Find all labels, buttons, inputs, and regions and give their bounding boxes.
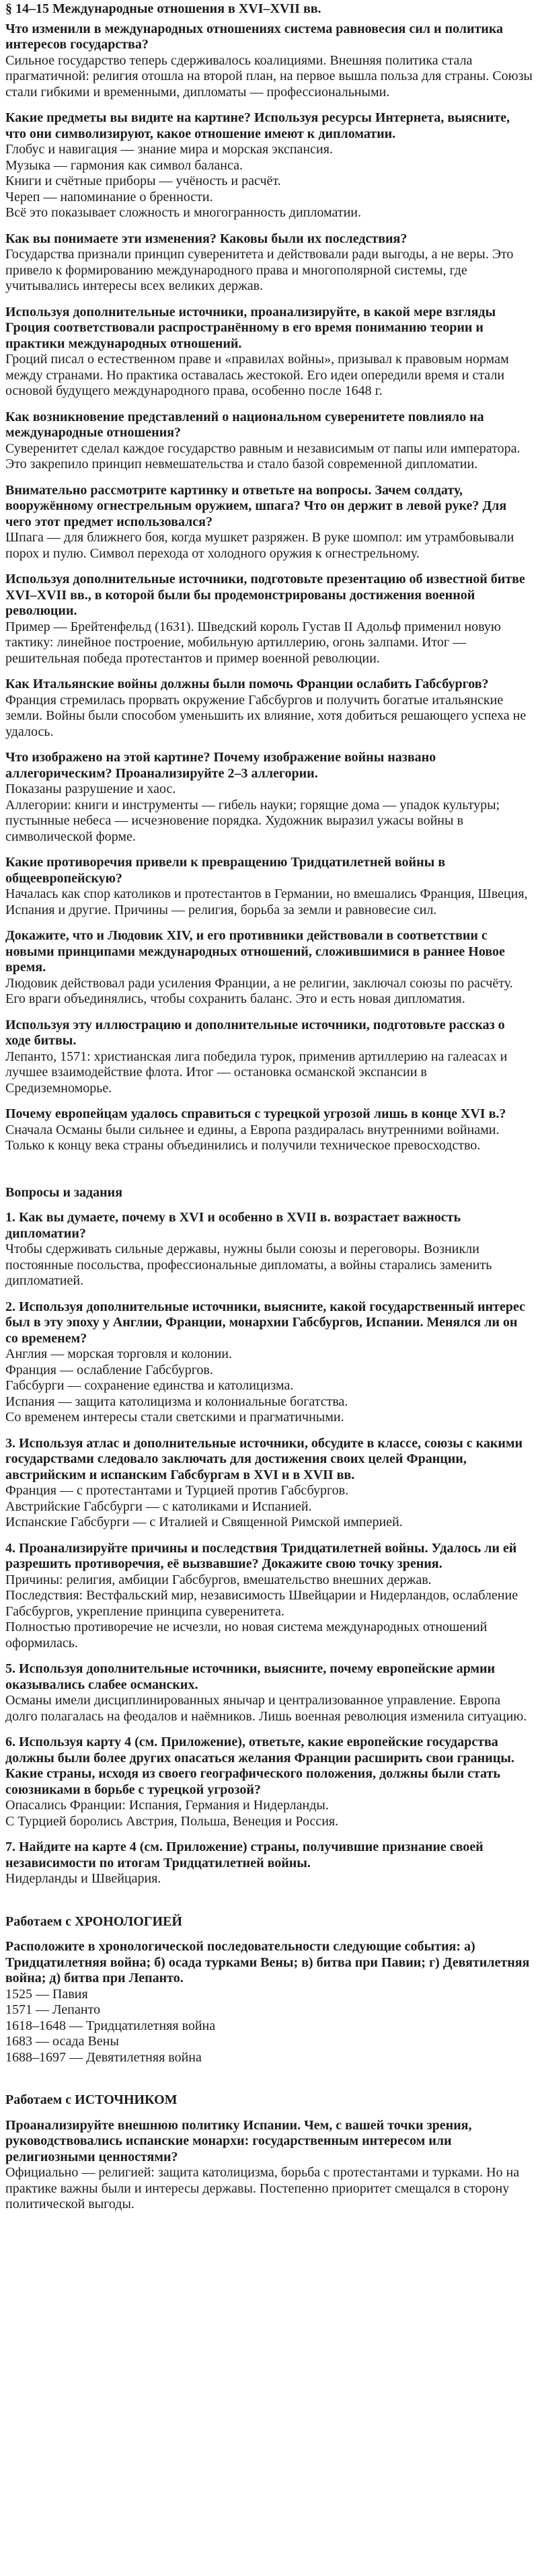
tasks-item: [5, 1210, 533, 1289]
qa-answer-line: Всё это показывает сложность и многогранность дипломатии.: [5, 205, 361, 220]
chronology-answer: [5, 1987, 533, 2066]
tasks-answer-line: Чтобы сдерживать сильные державы, нужны были союзы и переговоры. Возникли постоянные посольства, профессиональные дипломаты, а войны старались заменить дипломатией.: [5, 1242, 492, 1288]
qa-answer: [5, 976, 533, 1008]
qa-answer: [5, 142, 533, 221]
qa-answer: [5, 1123, 533, 1154]
qa-question: Используя дополнительные источники, проанализируйте, в какой мере взгляды Гроция соответствовали распространённому в его время пониманию теории и практики международных отношений.: [5, 304, 496, 351]
qa-question: Используя эту иллюстрацию и дополнительные источники, подготовьте рассказ о ходе битвы.: [5, 1017, 505, 1048]
qa-question: Какие предметы вы видите на картине? Используя ресурсы Интернета, выясните, что они символизируют, какое отношение имеют к дипломатии.: [5, 110, 510, 141]
qa-question: Какие противоречия привели к превращению Тридцатилетней войны в общеевропейскую?: [5, 855, 446, 886]
tasks-question: 4. Проанализируйте причины и последствия Тридцатилетней войны. Удалось ли ей разрешить противоречия, её вызвавшие? Докажите свою точку зрения.: [5, 1540, 517, 1571]
qa-answer-line: Государства признали принцип суверенитета и действовали ради выгоды, а не веры. Это привело к формированию международного права и многополярной системы, где учитывались интересы всех великих держав.: [5, 247, 514, 293]
qa-item: [5, 677, 533, 740]
qa-answer: [5, 619, 533, 667]
qa-item: [5, 928, 533, 1008]
qa-answer-line: Музыка — гармония как символ баланса.: [5, 157, 243, 173]
qa-question: Докажите, что и Людовик XIV, и его противники действовали в соответствии с новыми принципами международных отношений, сложившимися в раннее Новое время.: [5, 928, 505, 975]
tasks-answer-line: Османы имели дисциплинированных янычар и централизованное управление. Европа долго полагалась на феодалов и наёмников. Лишь военная революция изменила ситуацию.: [5, 1693, 527, 1724]
tasks-answer-line: Нидерланды и Швейцария.: [5, 1871, 161, 1886]
qa-answer-line: Шпага — для ближнего боя, когда мушкет разряжен. В руке шомпол: им утрамбовывали порох и пулю. Символ перехода от холодного оружия к огнестрельному.: [5, 530, 514, 561]
tasks-question: 7. Найдите на карте 4 (см. Приложение) страны, получившие признание своей независимости по итогам Тридцатилетней войны.: [5, 1840, 484, 1870]
chronology-heading: Работаем с ХРОНОЛОГИЕЙ: [5, 1914, 182, 1929]
tasks-item: [5, 1840, 533, 1887]
qa-answer-line: Людовик действовал ради усиления Франции, а не религии, заключал союзы по расчёту. Его враги объединялись, чтобы сохранить баланс. Это и есть новая дипломатия.: [5, 975, 513, 1006]
tasks-answer-line: Габсбурги — сохранение единства и католицизма.: [5, 1378, 294, 1393]
tasks-answer: [5, 1573, 533, 1652]
tasks-answer: [5, 1798, 533, 1829]
qa-answer-line: Началась как спор католиков и протестантов в Германии, но вмешались Франция, Швеция, Испания и другие. Причины — религия, борьба за земли и равновесие сил.: [5, 886, 528, 917]
qa-item: [5, 1018, 533, 1097]
chronology-item: 1683 — осада Вены: [5, 2034, 119, 2049]
tasks-item: [5, 1735, 533, 1829]
qa-question: Что изображено на этой картине? Почему изображение войны названо аллегорическим? Проанализируйте 2–3 аллегории.: [5, 750, 436, 781]
tasks-answer: [5, 1483, 533, 1531]
qa-answer-line: Сначала Османы были сильнее и едины, а Европа раздиралась внутренними войнами. Только к концу века страны объединились и получили техническое превосходство.: [5, 1122, 500, 1153]
tasks-answer-line: Англия — морская торговля и колонии.: [5, 1347, 233, 1361]
qa-question: Почему европейцам удалось справиться с турецкой угрозой лишь в конце XVI в.?: [5, 1106, 506, 1121]
qa-answer-line: Череп — напоминание о бренности.: [5, 189, 213, 204]
qa-item: [5, 410, 533, 473]
tasks-list: [5, 1210, 533, 1887]
qa-item: [5, 1106, 533, 1154]
qa-item: [5, 110, 533, 221]
tasks-item: [5, 1299, 533, 1426]
tasks-question: 5. Используя дополнительные источники, выясните, почему европейские армии оказывались слабее османских.: [5, 1661, 496, 1692]
qa-question: Как вы понимаете эти изменения? Каковы были их последствия?: [5, 231, 408, 246]
qa-list: [5, 22, 533, 1154]
qa-answer-line: Лепанто, 1571: христианская лига победила турок, применив артиллерию на галеасах и лучшее взаимодействие флота. Итог — остановка османской экспансии в Средиземноморье.: [5, 1049, 508, 1096]
source-question: Проанализируйте внешнюю политику Испании. Чем, с вашей точки зрения, руководствовались испанские монархи: государственным интересом или религиозными ценностями?: [5, 2117, 472, 2164]
tasks-answer-line: Испанские Габсбурги — с Италией и Священной Римской империей.: [5, 1515, 403, 1529]
chronology-item: 1571 — Лепанто: [5, 2002, 101, 2017]
qa-answer: [5, 530, 533, 562]
tasks-question: 3. Используя атлас и дополнительные источники, обсудите в классе, союзы с какими государствами следовало заключать для достижения своих целей Франции, австрийским и испанским Габсбургам в XVI и в XVII вв.: [5, 1435, 523, 1482]
tasks-answer-line: Австрийские Габсбурги — с католиками и Испанией.: [5, 1499, 312, 1514]
qa-answer: [5, 1049, 533, 1097]
tasks-answer-line: Опасались Франции: Испания, Германия и Нидерланды.: [5, 1798, 329, 1813]
qa-answer-line: Гроций писал о естественном праве и «правилах войны», призывал к правовым нормам между странами. Но практика оставалась жестокой. Его идеи опередили время и стали основой будущего международного права, особенно после 1648 г.: [5, 352, 509, 398]
qa-answer-line: Суверенитет сделал каждое государство равным и независимым от папы или императора. Это закрепило принцип невмешательства и стало базой современной дипломатии.: [5, 441, 521, 471]
qa-item: [5, 750, 533, 845]
qa-answer: [5, 886, 533, 918]
qa-item: [5, 231, 533, 295]
qa-item: [5, 572, 533, 667]
qa-answer-line: Глобус и навигация — знание мира и морская экспансия.: [5, 142, 333, 157]
qa-answer-line: Франция стремилась прорвать окружение Габсбургов и получить богатые итальянские земли. Войны были способом уменьшить их влияние, хотя добиться решающего успеха не удалось.: [5, 692, 527, 739]
tasks-answer-line: Последствия: Вестфальский мир, независимость Швейцарии и Нидерландов, ослабление Габсбургов, укрепление принципа суверенитета.: [5, 1588, 518, 1619]
tasks-answer-line: Испания — защита католицизма и колониальные богатства.: [5, 1394, 348, 1409]
tasks-question: 2. Используя дополнительные источники, выясните, какой государственный интерес был в эту эпоху у Англии, Франции, монархии Габсбургов, Испании. Менялся ли он со временем?: [5, 1299, 525, 1346]
tasks-item: [5, 1541, 533, 1652]
tasks-question: 1. Как вы думаете, почему в XVI и особенно в XVII в. возрастает важность дипломатии?: [5, 1210, 461, 1241]
chronology-item: 1618–1648 — Тридцатилетняя война: [5, 2018, 216, 2033]
chronology-block: [5, 1939, 533, 2066]
qa-question: Как Итальянские войны должны были помочь Франции ослабить Габсбургов?: [5, 677, 489, 691]
tasks-answer-line: Полностью противоречие не исчезли, но новая система международных отношений оформилась.: [5, 1620, 488, 1651]
qa-answer: [5, 782, 533, 845]
source-answer: Официально — религией: защита католицизма, борьба с протестантами и турками. Но на практике важны были и интересы державы. Постепенно приоритет смещался в сторону политической выгоды.: [5, 2165, 520, 2211]
tasks-answer: [5, 1242, 533, 1289]
source-block: [5, 2118, 533, 2213]
tasks-item: [5, 1436, 533, 1531]
source-heading: Работаем с ИСТОЧНИКОМ: [5, 2092, 178, 2107]
chronology-question: Расположите в хронологической последовательности следующие события: а) Тридцатилетняя война; б) осада турками Вены; в) битва при Павии; г) Девятилетняя война; д) битва при Лепанто.: [5, 1939, 530, 1985]
qa-answer: [5, 441, 533, 473]
qa-answer: [5, 352, 533, 400]
tasks-item: [5, 1661, 533, 1725]
qa-question: Внимательно рассмотрите картинку и ответьте на вопросы. Зачем солдату, вооружённому огнестрельным оружием, шпага? Что он держит в левой руке? Для чего этот предмет использовался?: [5, 482, 507, 529]
qa-answer-line: Пример — Брейтенфельд (1631). Шведский король Густав II Адольф применил новую тактику: линейное построение, мобильную артиллерию, огонь залпами. Итог — решительная победа протестантов и пример военной революции.: [5, 619, 501, 666]
page-title: § 14–15 Международные отношения в XVI–XVII вв.: [5, 1, 321, 16]
tasks-heading: Вопросы и задания: [5, 1184, 123, 1200]
qa-question: Что изменили в международных отношениях система равновесия сил и политика интересов государства?: [5, 21, 504, 52]
chronology-item: 1688–1697 — Девятилетняя война: [5, 2049, 202, 2065]
qa-answer-line: Аллегории: книги и инструменты — гибель науки; горящие дома — упадок культуры; пустынные небеса — исчезновение порядка. Художник выразил ужасы войны в символической форме.: [5, 797, 500, 844]
tasks-answer-line: С Турцией боролись Австрия, Польша, Венеция и Россия.: [5, 1813, 339, 1829]
tasks-answer: [5, 1871, 533, 1887]
tasks-answer: [5, 1347, 533, 1426]
qa-item: [5, 855, 533, 918]
qa-answer-line: Показаны разрушение и хаос.: [5, 782, 176, 796]
qa-item: [5, 483, 533, 562]
chronology-item: 1525 — Павия: [5, 1986, 88, 2002]
qa-item: [5, 22, 533, 101]
qa-question: Как возникновение представлений о национальном суверенитете повлияло на международные отношения?: [5, 409, 484, 440]
qa-item: [5, 305, 533, 400]
qa-answer: [5, 53, 533, 101]
qa-answer: [5, 247, 533, 295]
qa-answer-line: Сильное государство теперь сдерживалось коалициями. Внешняя политика стала прагматичной: религия отошла на второй план, на первое вышла польза для страны. Союзы стали гибкими и временными, дипломаты — профессиональными.: [5, 52, 533, 100]
tasks-answer-line: Франция — ослабление Габсбургов.: [5, 1362, 213, 1377]
tasks-answer: [5, 1693, 533, 1725]
tasks-question: 6. Используя карту 4 (см. Приложение), ответьте, какие европейские государства должны были более других опасаться желания Франции расширить свои границы. Какие страны, исходя из своего географического положения, должны были стать союзниками в борьбе с турецкой угрозой?: [5, 1735, 514, 1797]
qa-answer: [5, 693, 533, 741]
tasks-answer-line: Франция — с протестантами и Турцией против Габсбургов.: [5, 1483, 349, 1498]
qa-question: Используя дополнительные источники, подготовьте презентацию об известной битве XVI–XVII вв., в которой были бы продемонстрированы достижения военной революции.: [5, 572, 525, 618]
tasks-answer-line: Причины: религия, амбиции Габсбургов, вмешательство внешних держав.: [5, 1572, 432, 1587]
tasks-answer-line: Со временем интересы стали светскими и прагматичными.: [5, 1410, 344, 1425]
qa-answer-line: Книги и счётные приборы — учёность и расчёт.: [5, 174, 281, 188]
